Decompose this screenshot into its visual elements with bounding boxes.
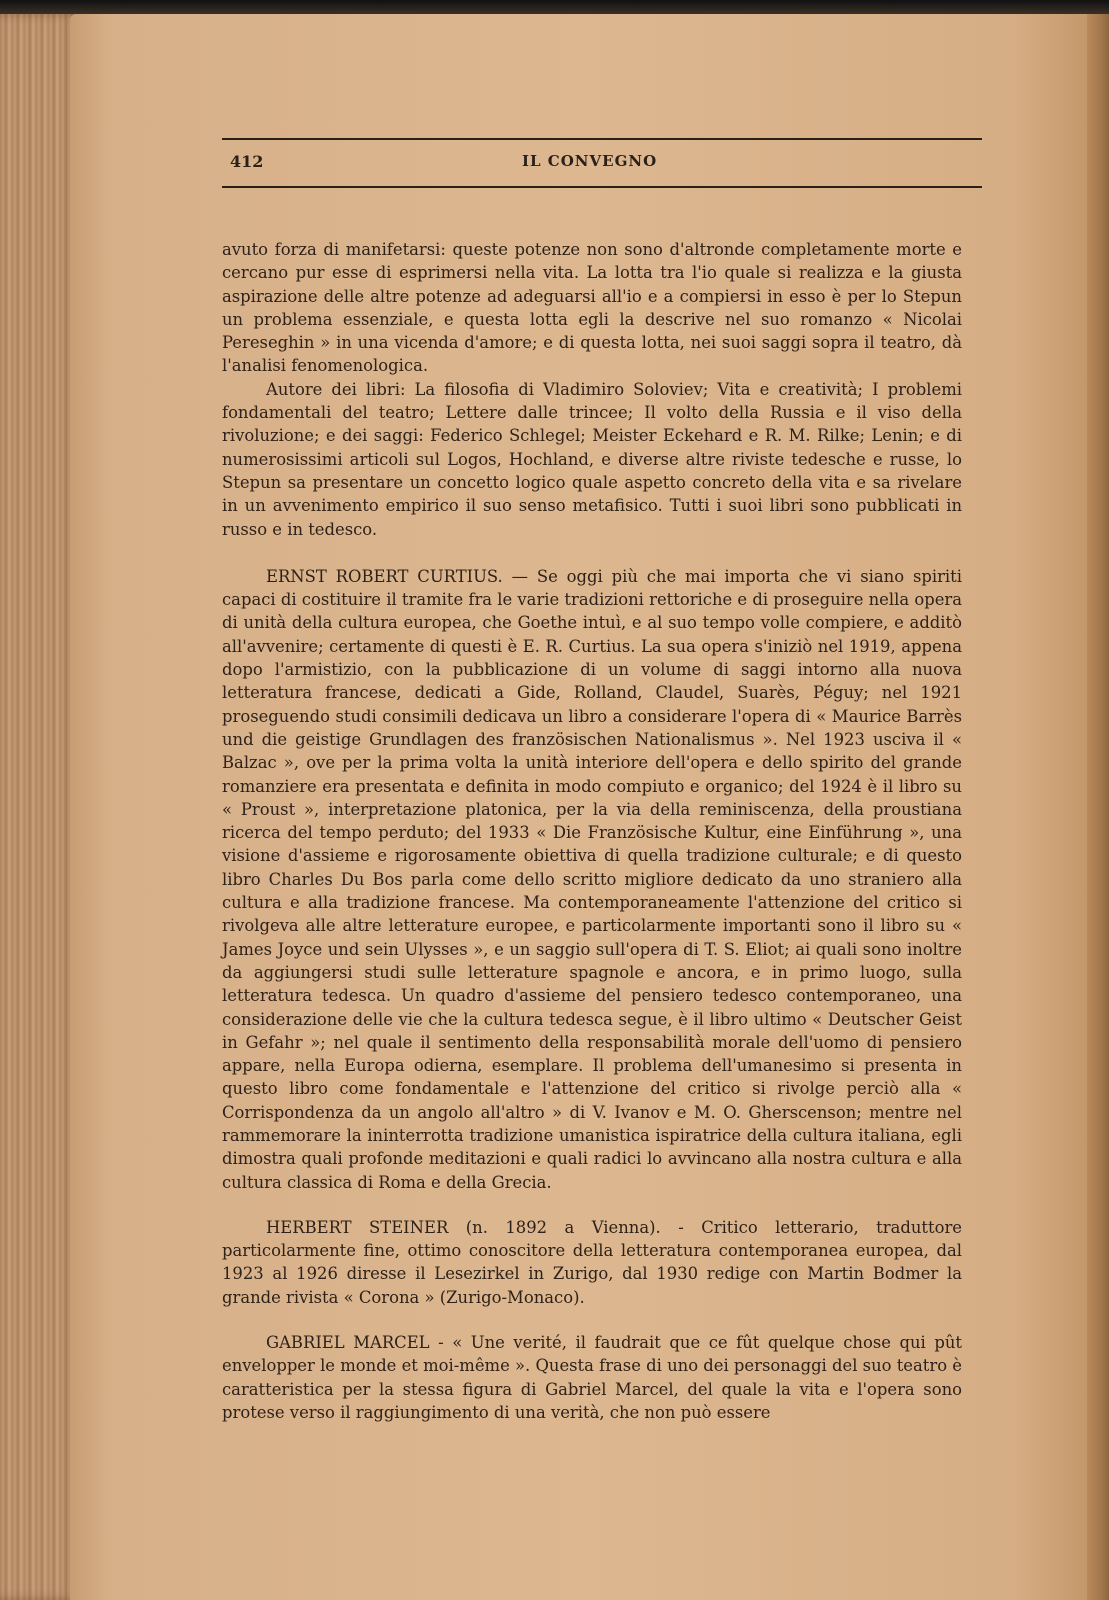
paragraph-curtius: ERNST ROBERT CURTIUS. — Se oggi più che mai importa che vi siano spiriti capaci di costituire il tramite fra le varie tradizioni rettoriche e di proseguire nella opera di unità della cultura europea, che Goethe intuì, e al suo tempo volle compiere, e additò all'avvenire; certamente di questi è E. R. Curtius. La sua opera s'iniziò nel 1919, appena dopo l'armistizio, con la pubblicazione di un volume di saggi intorno alla nuova letteratura francese, dedicati a Gide, Rolland, Claudel, Suarès, Péguy; nel 1921 proseguendo studi consimili dedicava un libro a considerare l'opera di « Maurice Barrès und die geistige Grundlagen des französischen Nationalismus ». Nel 1923 usciva il « Balzac », ove per la prima volta la unità interiore dell'opera e dello spirito del grande romanziere era presentata e definita in modo compiuto e organico; del 1924 è il libro su « Proust », interpretazione platonica, per la via della reminiscenza, della proustiana ricerca del tempo perduto; del 1933 « Die Französische Kultur, eine Einführung », una visione d'assieme e rigorosamente obiettiva di quella tradizione culturale; e di questo libro Charles Du Bos parla come dello scritto migliore dedicato da uno straniero alla cultura e alla tradizione francese. Ma contemporaneamente l'attenzione del critico si rivolgeva alle altre letterature europee, e particolarmente importanti sono il libro su « James Joyce und sein Ulysses », e un saggio sull'opera di T. S. Eliot; ai quali sono inoltre da aggiungersi studi sulle letterature spagnole e ancora, e in primo luogo, sulla letteratura tedesca. Un quadro d'assieme del pensiero tedesco contemporaneo, una considerazione delle vie che la cultura tedesca segue, è il libro ultimo « Deutscher Geist in Gefahr »; nel quale il sentimento della responsabilità morale dell'uomo di pensiero appare, nella Europa odierna, esemplare. Il problema dell'umanesimo si presenta in questo libro come fondamentale e l'attenzione del critico si rivolge perciò alla « Corrispondenza da un angolo all'altro » di V. Ivanov e M. O. Gherscenson; mentre nel rammemorare la ininterrotta tradizione umanistica ispiratrice della cultura italiana, egli dimostra quali profonde meditazioni e quali radici lo avvincano alla nostra cultura e alla cultura classica di Roma e della Grecia. [222,566,963,1192]
book-top-edge [0,0,1109,14]
paragraph-stepun-works: Autore dei libri: La filosofia di Vladimiro Soloviev; Vita e creatività; I problemi fondamentali del teatro; Lettere dalle trincee; Il volto della Russia e il viso della rivoluzione; e dei saggi: Federico Schlegel; Meister Eckehard e R. M. Rilke; Lenin; e di numerosissimi articoli sul Logos, Hochland, e diverse altre riviste tedesche e russe, lo Stepun sa presentare un concetto logico quale aspetto concreto della vita e sa rivelare in un avvenimento empirico il suo senso metafisico. Tutti i suoi libri sono pubblicati in russo e in tedesco. [222,379,962,539]
paragraph-stepun-continued: avuto forza di manifetarsi: queste potenze non sono d'altronde completamente morte e cercano pur esse di esprimersi nella vita. La lotta tra l'io quale si realizza e la giusta aspirazione delle altre potenze ad adeguarsi all'io e a compiersi in esso è per lo Stepun un problema essenziale, e questa lotta egli la descrive nel suo romanzo « Nicolai Pereseghin » in una vicenda d'amore; e di questa lotta, nei suoi saggi sopra il teatro, dà l'analisi fenomenologica. [222,240,962,376]
paragraph-marcel: GABRIEL MARCEL - « Une verité, il faudrait que ce fût quelque chose qui pût envelopper le monde et moi-même ». Questa frase di uno dei personaggi del suo teatro è caratteristica per la stessa figura di Gabriel Marcel, del quale la vita e l'opera sono protese verso il raggiungimento di una verità, che non può essere [222,1333,962,1422]
running-title: IL CONVEGNO [522,152,658,170]
page-number: 412 [230,152,264,171]
page-right-edge [1087,14,1109,1600]
page-header [222,138,982,188]
book-spine-pages [0,14,78,1600]
paragraph-steiner: HERBERT STEINER (n. 1892 a Vienna). - Critico letterario, traduttore particolarmente fine, ottimo conoscitore della letteratura contemporanea europea, dal 1923 al 1926 diresse il Lesezirkel in Zurigo, dal 1930 redige con Martin Bodmer la grande rivista « Corona » (Zurigo-Monaco). [222,1217,962,1307]
body-text [222,238,962,1424]
